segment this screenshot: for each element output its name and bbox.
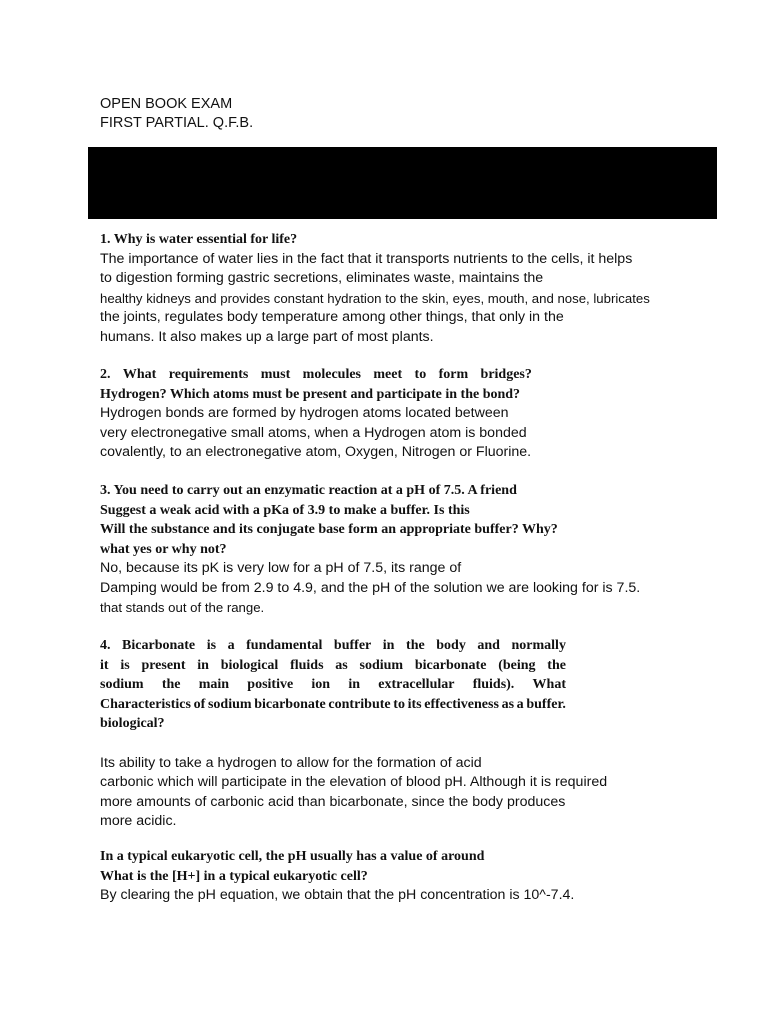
redaction-block xyxy=(88,147,717,219)
answer-text: No, because its pK is very low for a pH of 7.5, its range of Damping would be from 2.9 to 4.9, and the pH of the solution we are looking for is 7.5. that stands out of the range. xyxy=(100,560,641,615)
question-text: 4. Bicarbonate is a fundamental buffer in the body and normally it is present in biological fluids as sodium bicarbonate (being the sodium the main positive ion in extracellular fluids). What Characteristics of sodium bicarbonate contribute to its effectiveness as a buffer. biological? xyxy=(100,638,566,731)
answer-text: Its ability to take a hydrogen to allow for the formation of acid carbonic which will participate in the elevation of blood pH. Although it is required more amounts of carbonic acid than bicarbonate, since the body produces more acidic. xyxy=(100,754,608,829)
question-block-3 xyxy=(100,481,710,618)
question-block-4 xyxy=(100,636,710,832)
exam-header xyxy=(100,95,253,133)
exam-title: OPEN BOOK EXAM xyxy=(100,96,233,112)
question-text: In a typical eukaryotic cell, the pH usually has a value of around What is the [H+] in a typical eukaryotic cell? xyxy=(100,849,485,884)
answer-text: By clearing the pH equation, we obtain that the pH concentration is 10^-7.4. xyxy=(100,887,575,903)
question-text: 1. Why is water essential for life? xyxy=(100,232,298,247)
answer-text: The importance of water lies in the fact that it transports nutrients to the cells, it helps to digestion forming gastric secretions, eliminates waste, maintains the healthy kidneys and provides constant hydration to the skin, eyes, mouth, and nose, lubricates the joints, regulates body temperature among other things, that only in the humans. It also makes up a large part of most plants. xyxy=(100,250,650,345)
answer-text: Hydrogen bonds are formed by hydrogen atoms located between very electronegative small atoms, when a Hydrogen atom is bonded covalently, to an electronegative atom, Oxygen, Nitrogen or Fluorine. xyxy=(100,405,532,460)
question-text: 2. What requirements must molecules meet to form bridges? Hydrogen? Which atoms must be present and participate in the bond? xyxy=(100,367,532,402)
question-block-1 xyxy=(100,230,710,347)
question-block-2 xyxy=(100,365,710,463)
question-text: 3. You need to carry out an enzymatic reaction at a pH of 7.5. A friend Suggest a weak acid with a pKa of 3.9 to make a buffer. Is this Will the substance and its conjugate base form an appropriate buffer? Why? what yes or why not? xyxy=(100,483,558,557)
exam-subtitle: FIRST PARTIAL. Q.F.B. xyxy=(100,115,254,131)
question-block-5 xyxy=(100,847,710,906)
